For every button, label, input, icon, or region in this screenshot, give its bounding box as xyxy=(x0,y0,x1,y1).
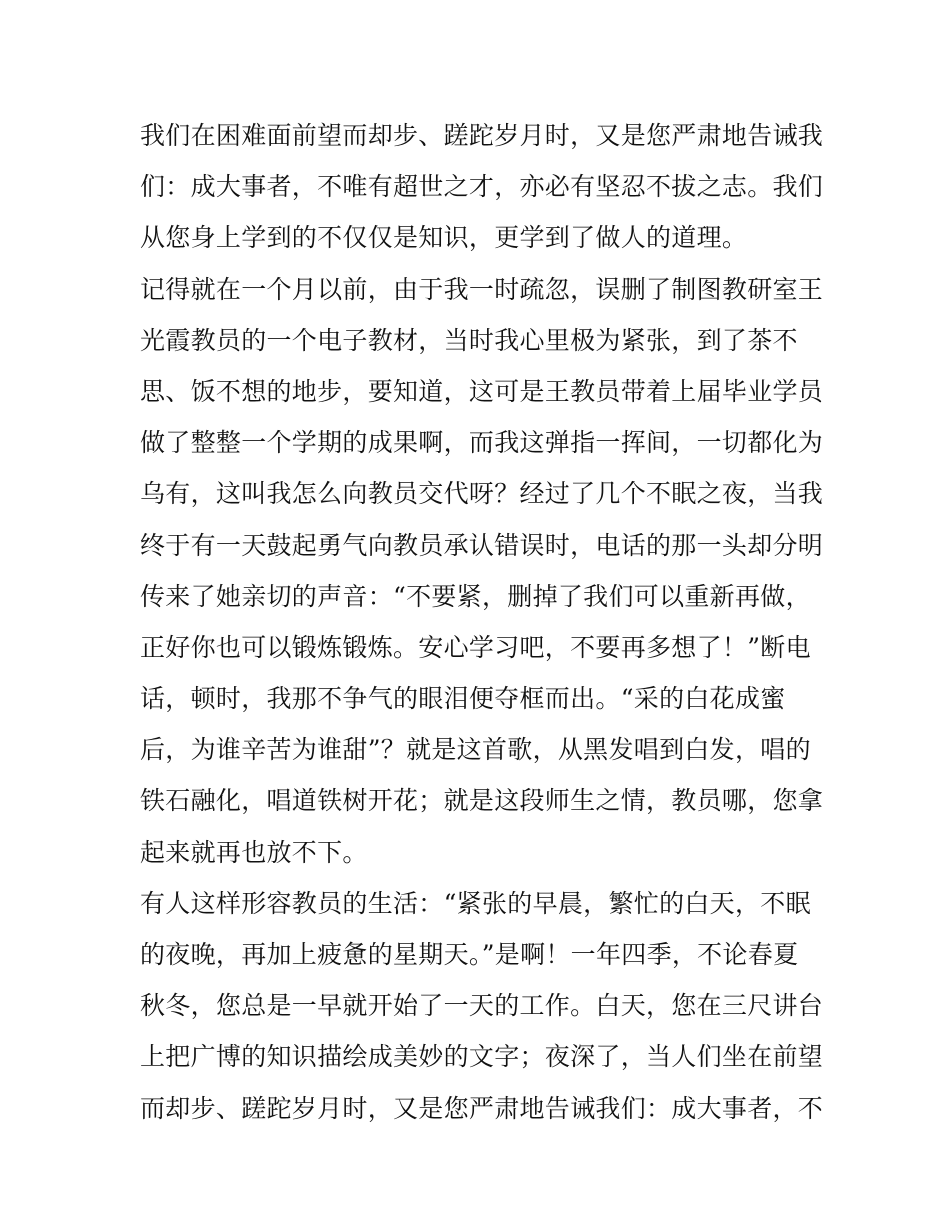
text-line-15: 起来就再也放不下。 xyxy=(140,837,368,867)
text-line-4: 记得就在一个月以前，由于我一时疏忽，误删了制图教研室王 xyxy=(140,274,824,304)
text-line-3: 从您身上学到的不仅仅是知识，更学到了做人的道理。 xyxy=(140,223,748,253)
text-line-7: 做了整整一个学期的成果啊，而我这弹指一挥间，一切都化为 xyxy=(140,428,824,458)
text-line-18: 秋冬，您总是一早就开始了一天的工作。白天，您在三尺讲台 xyxy=(140,991,824,1021)
text-line-11: 正好你也可以锻炼锻炼。安心学习吧，不要再多想了！”断电 xyxy=(140,632,811,662)
text-line-8: 乌有，这叫我怎么向教员交代呀？经过了几个不眠之夜，当我 xyxy=(140,479,824,509)
text-line-6: 思、饭不想的地步，要知道，这可是王教员带着上届毕业学员 xyxy=(140,376,824,406)
text-line-1: 我们在困难面前望而却步、蹉跎岁月时，又是您严肃地告诫我 xyxy=(140,121,824,150)
text-line-12: 话，顿时，我那不争气的眼泪便夺框而出。“采的白花成蜜 xyxy=(140,684,786,714)
text-line-5: 光霞教员的一个电子教材，当时我心里极为紧张，到了茶不 xyxy=(140,325,798,355)
text-line-14: 铁石融化，唱道铁树开花；就是这段师生之情，教员哪，您拿 xyxy=(140,786,824,816)
text-line-2: 们：成大事者，不唯有超世之才，亦必有坚忍不拔之志。我们 xyxy=(140,172,824,202)
text-line-10: 传来了她亲切的声音：“不要紧，删掉了我们可以重新再做， xyxy=(140,581,811,611)
text-line-9: 终于有一天鼓起勇气向教员承认错误时，电话的那一头却分明 xyxy=(140,530,824,560)
text-line-17: 的夜晚，再加上疲惫的星期天。”是啊！一年四季，不论春夏 xyxy=(140,940,799,969)
text-line-16: 有人这样形容教员的生活：“紧张的早晨，繁忙的白天，不眠 xyxy=(140,888,811,918)
text-line-13: 后，为谁辛苦为谁甜”？就是这首歌，从黑发唱到白发，唱的 xyxy=(140,735,811,765)
text-line-20: 而却步、蹉跎岁月时，又是您严肃地告诫我们：成大事者，不 xyxy=(140,1093,824,1123)
text-line-19: 上把广博的知识描绘成美妙的文字；夜深了，当人们坐在前望 xyxy=(140,1042,824,1072)
body-text xyxy=(140,110,824,1134)
